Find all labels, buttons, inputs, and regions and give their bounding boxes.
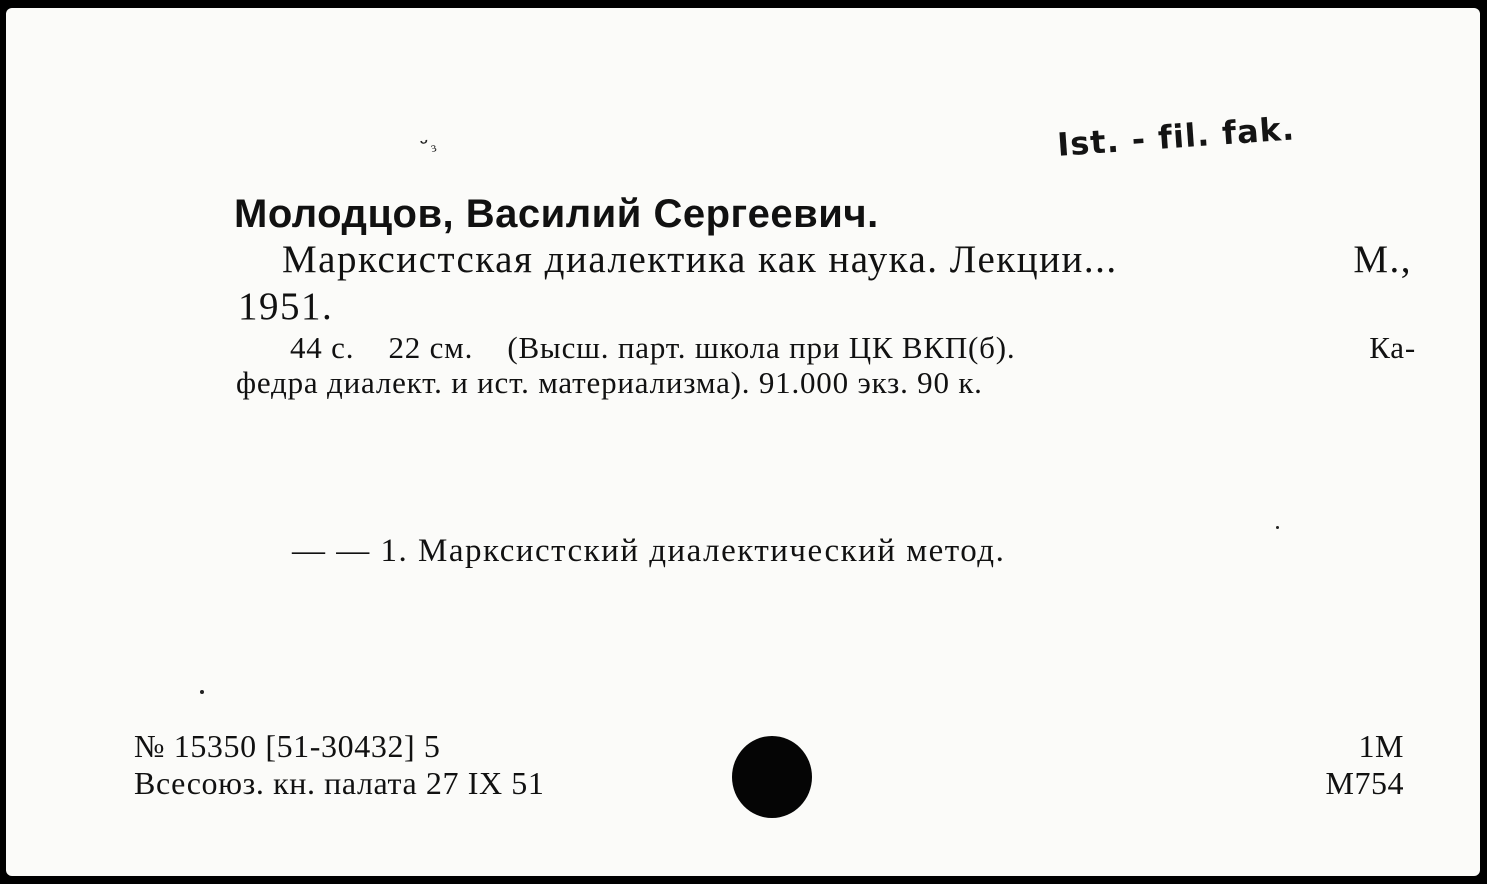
collation-hyphenated-word: Ка- <box>1369 330 1416 365</box>
handwritten-marks: ﬞ ᵌ <box>423 137 440 164</box>
catalog-card <box>6 8 1480 876</box>
registration-source: Всесоюз. кн. палата 27 IX 51 <box>134 765 545 801</box>
collation-line-2: федра диалект. и ист. материализма). 91.000 экз. 90 к. <box>236 365 983 400</box>
subject-heading: — — 1. Марксистский диалектический метод. <box>292 533 1006 569</box>
punch-hole <box>732 736 812 818</box>
publication-year: 1951. <box>238 285 334 328</box>
collation-line-1 <box>290 330 1416 366</box>
title-line <box>282 237 1412 282</box>
shelf-code-2: М754 <box>1325 765 1404 801</box>
registration-number: № 15350 [51-30432] 5 <box>134 728 441 764</box>
speck <box>1276 526 1279 529</box>
registration-block <box>134 728 544 802</box>
speck <box>200 690 204 694</box>
collation-text-1: 44 с. 22 см. (Высш. парт. школа при ЦК ВКП(б). <box>290 330 1016 365</box>
book-title: Марксистская диалектика как наука. Лекции... <box>282 238 1118 281</box>
author-heading: Молодцов, Василий Сергеевич. <box>234 192 879 236</box>
shelf-code-block <box>1326 728 1404 802</box>
faculty-stamp: Ist. - fil. fak. <box>1056 109 1297 164</box>
shelf-code-1: 1М <box>1358 728 1404 764</box>
publication-place: М., <box>1353 238 1412 281</box>
